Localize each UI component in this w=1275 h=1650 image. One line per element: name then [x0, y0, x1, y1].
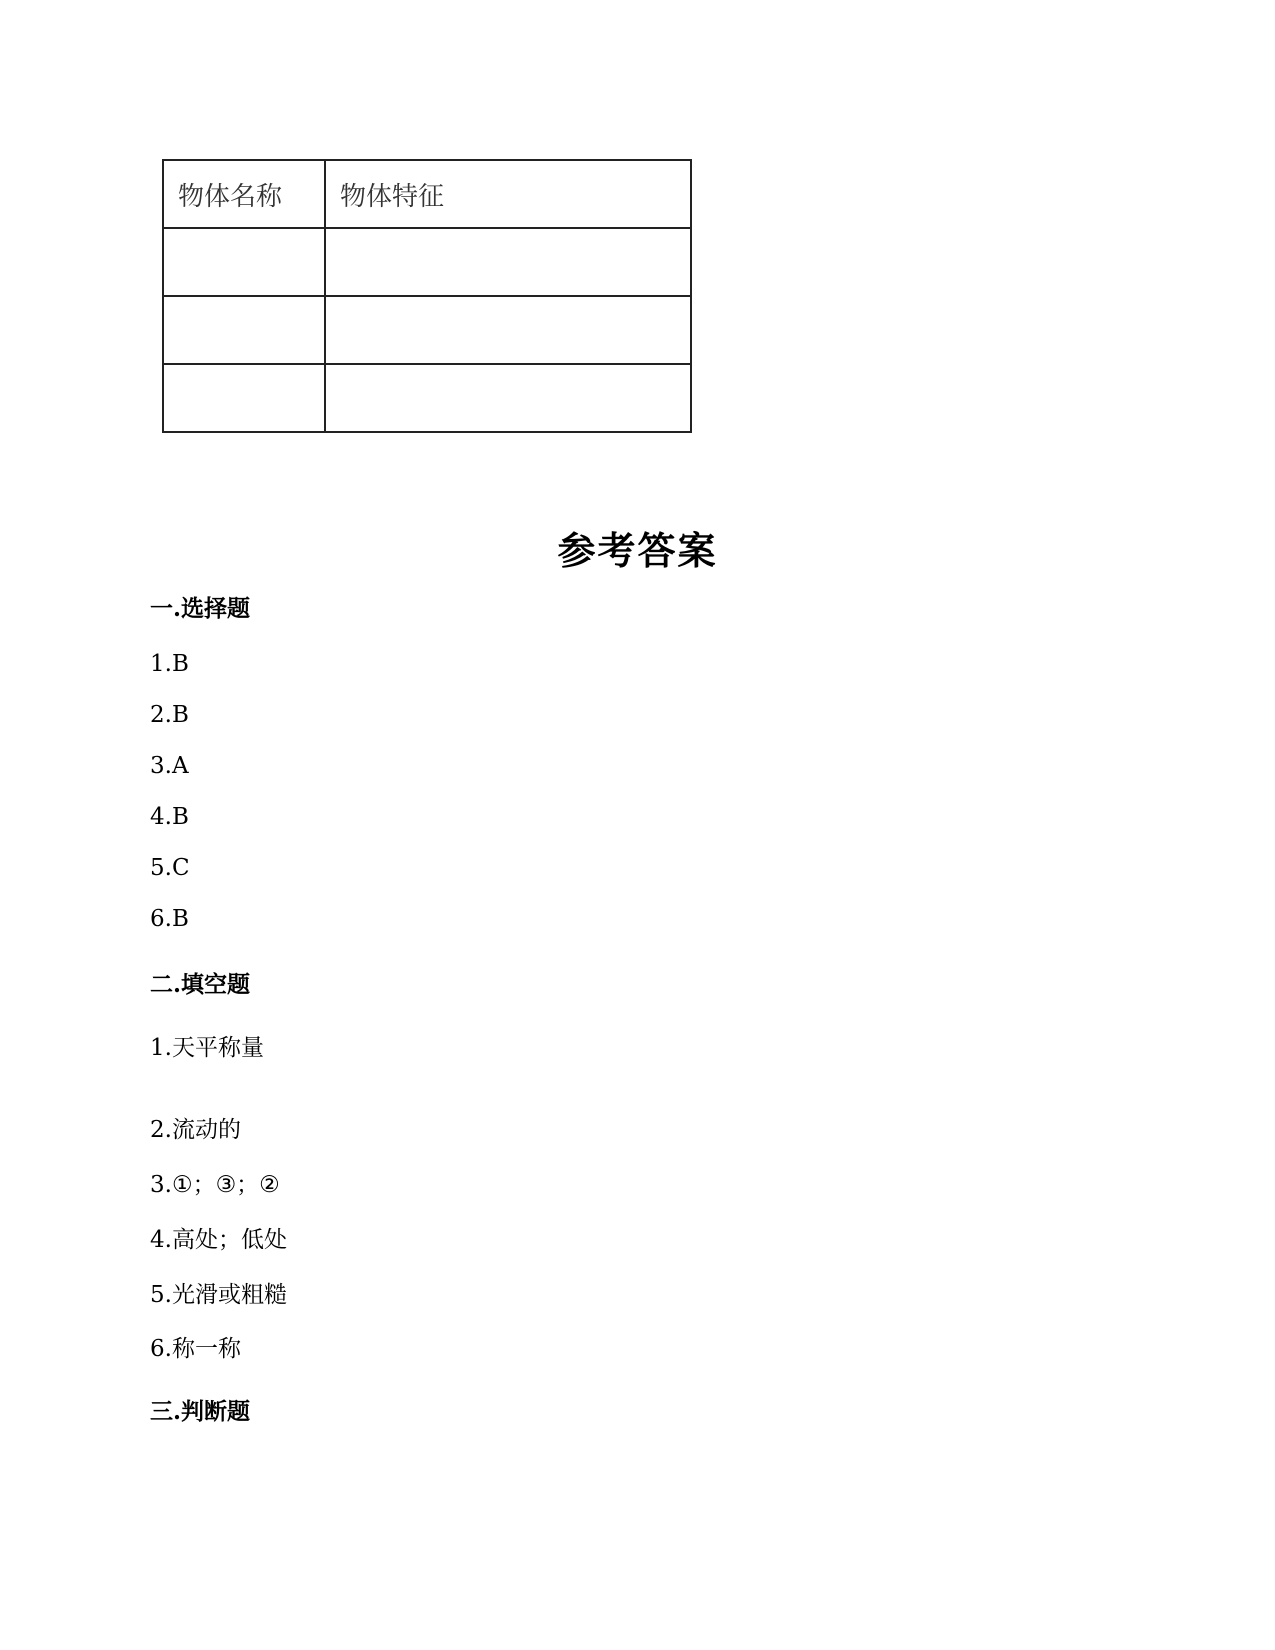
table-cell — [163, 228, 325, 296]
answer-item: 1.B — [150, 651, 189, 677]
answer-item: 6.称一称 — [150, 1336, 241, 1362]
table-row — [163, 364, 691, 432]
table-header-row — [163, 160, 691, 228]
answer-item: 3.A — [150, 753, 189, 779]
answer-item: 6.B — [150, 906, 189, 932]
answer-item: 2.流动的 — [150, 1117, 241, 1143]
answer-item: 5.C — [150, 855, 190, 881]
table-row — [163, 296, 691, 364]
table-header-object-name: 物体名称 — [163, 160, 325, 228]
section-heading-choice: 一.选择题 — [150, 595, 251, 622]
table-cell — [325, 296, 691, 364]
answer-item: 4.高处；低处 — [150, 1227, 287, 1253]
table-cell — [325, 364, 691, 432]
answer-item: 4.B — [150, 804, 189, 830]
section-heading-fill: 二.填空题 — [150, 971, 251, 998]
object-feature-table — [162, 159, 692, 433]
answer-title: 参考答案 — [557, 528, 718, 573]
table-cell — [163, 364, 325, 432]
table-header-object-feature: 物体特征 — [325, 160, 691, 228]
answer-item: 5.光滑或粗糙 — [150, 1282, 287, 1308]
answer-item: 3.①；③；② — [150, 1172, 280, 1198]
table-cell — [163, 296, 325, 364]
table-row — [163, 228, 691, 296]
answer-item: 1.天平称量 — [150, 1035, 264, 1061]
table-cell — [325, 228, 691, 296]
section-heading-judge: 三.判断题 — [150, 1398, 251, 1425]
answer-item: 2.B — [150, 702, 189, 728]
